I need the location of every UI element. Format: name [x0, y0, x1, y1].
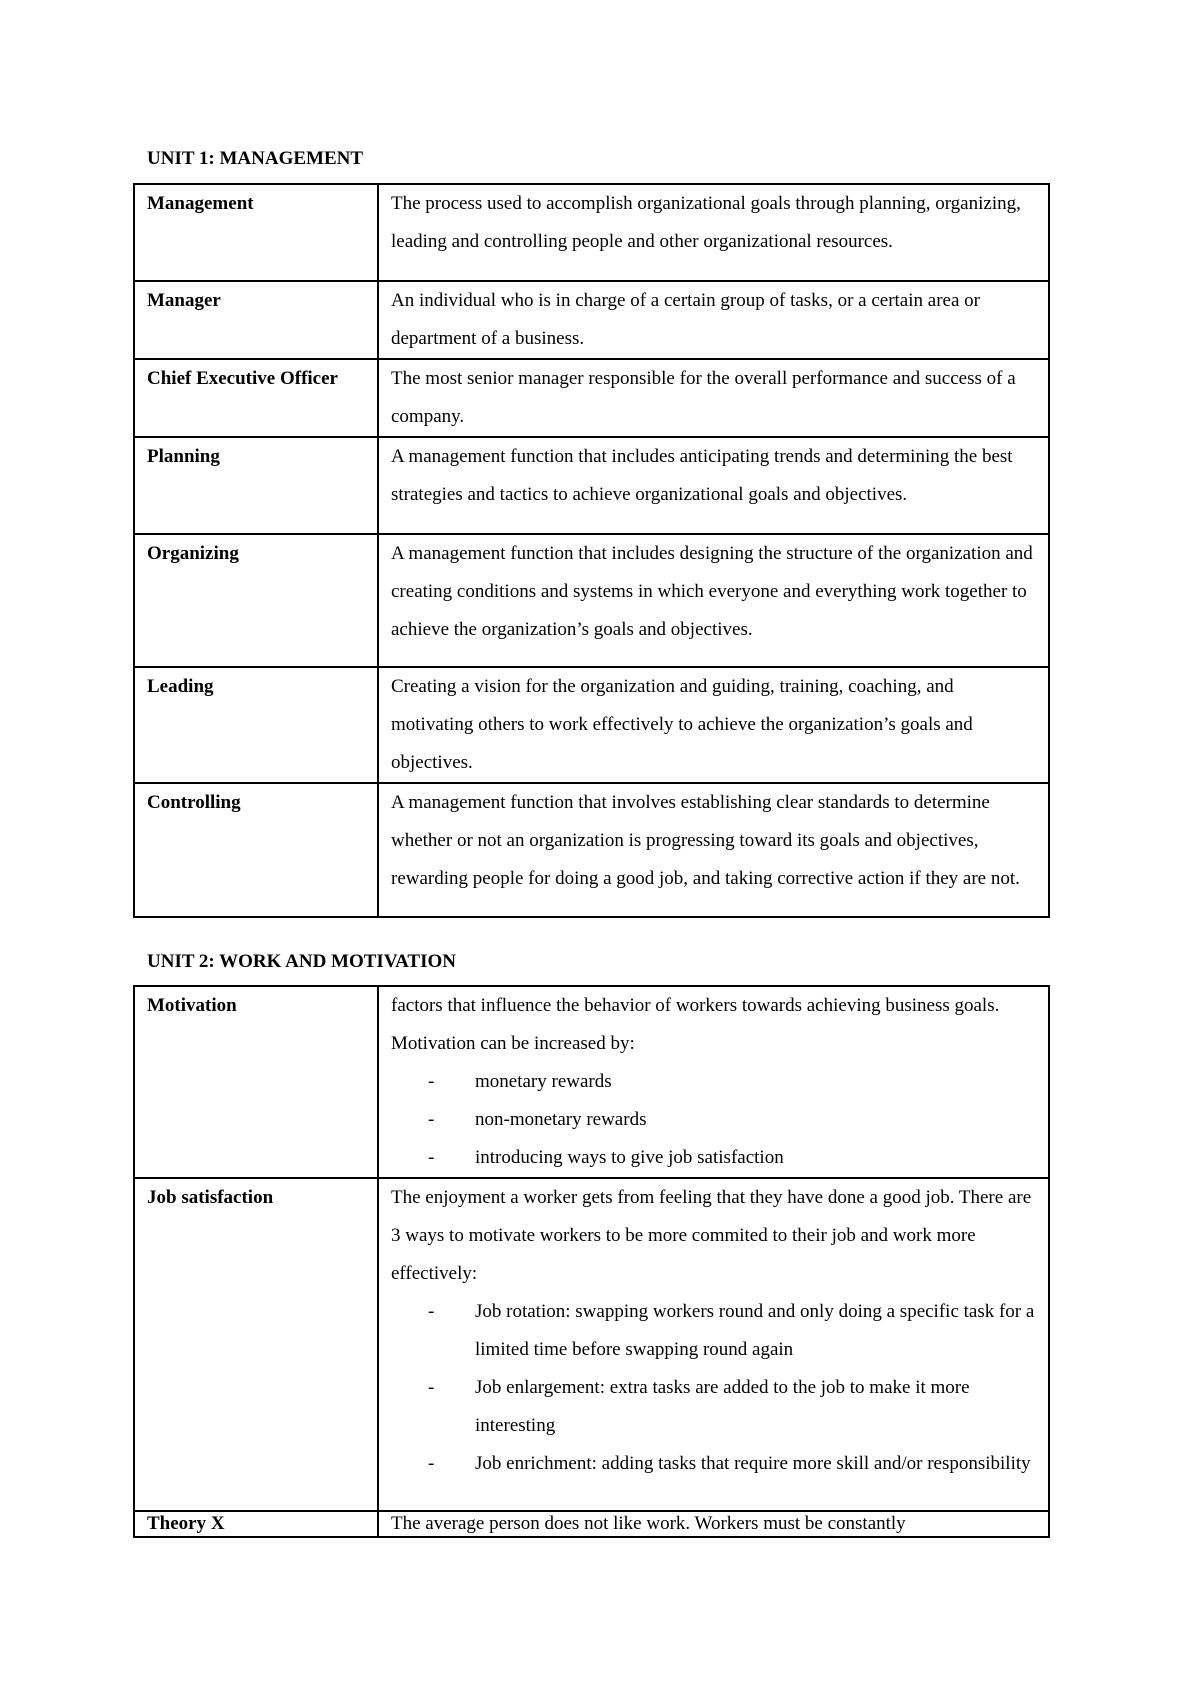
list-item-text: Job rotation: swapping workers round and only doing a specific task for a limited time before swapping round again — [475, 1301, 1035, 1360]
definition-cell — [378, 986, 1049, 1178]
term-cell: Manager — [134, 281, 378, 359]
list-item — [391, 1445, 1040, 1483]
definition-cell: Creating a vision for the organization and guiding, training, coaching, and motivating others to work effectively to achieve the organization’s goals and objectives. — [378, 667, 1049, 783]
dash-bullet: - — [428, 1377, 435, 1398]
term-cell: Theory X — [134, 1511, 378, 1537]
term-cell: Job satisfaction — [134, 1178, 378, 1511]
list-item-text: introducing ways to give job satisfaction — [475, 1147, 784, 1168]
list-item-text: non-monetary rewards — [475, 1109, 647, 1130]
term-cell: Chief Executive Officer — [134, 359, 378, 437]
unit-1-glossary-table — [133, 183, 1050, 918]
table-row — [134, 281, 1049, 359]
dash-bullet: - — [428, 1071, 435, 1092]
table-row — [134, 359, 1049, 437]
term-cell: Motivation — [134, 986, 378, 1178]
definition-cell: A management function that includes designing the structure of the organization and creating conditions and systems in which everyone and everything work together to achieve the organization’s goals and objectives. — [378, 534, 1049, 667]
definition-cell: A management function that involves establishing clear standards to determine whether or not an organization is progressing toward its goals and objectives, rewarding people for doing a good job, and taking corrective action if they are not. — [378, 783, 1049, 917]
definition-cell: The average person does not like work. Workers must be constantly — [378, 1511, 1049, 1537]
table-row — [134, 437, 1049, 534]
definition-cell: The most senior manager responsible for the overall performance and success of a company. — [378, 359, 1049, 437]
definition-intro: The enjoyment a worker gets from feeling that they have done a good job. There are 3 ways to motivate workers to be more commited to their job and work more effectively: — [391, 1187, 1032, 1284]
dash-bullet: - — [428, 1301, 435, 1322]
table-row — [134, 1178, 1049, 1511]
term-cell: Planning — [134, 437, 378, 534]
table-row — [134, 667, 1049, 783]
list-item — [391, 1101, 1040, 1139]
list-item-text: Job enrichment: adding tasks that require more skill and/or responsibility — [475, 1453, 1031, 1474]
list-item-text: monetary rewards — [475, 1071, 612, 1092]
list-item — [391, 1139, 1040, 1177]
definition-cell — [378, 1178, 1049, 1511]
table-row — [134, 184, 1049, 281]
definition-cell: The process used to accomplish organizational goals through planning, organizing, leading and controlling people and other organizational resources. — [378, 184, 1049, 281]
dash-bullet: - — [428, 1109, 435, 1130]
bullet-list — [391, 1293, 1040, 1483]
definition-intro: factors that influence the behavior of workers towards achieving business goals. Motivation can be increased by: — [391, 995, 1000, 1054]
unit-1-title: UNIT 1: MANAGEMENT — [147, 148, 364, 169]
definition-cell: An individual who is in charge of a certain group of tasks, or a certain area or department of a business. — [378, 281, 1049, 359]
table-row — [134, 534, 1049, 667]
definition-cell: A management function that includes anticipating trends and determining the best strategies and tactics to achieve organizational goals and objectives. — [378, 437, 1049, 534]
term-cell: Management — [134, 184, 378, 281]
term-cell: Controlling — [134, 783, 378, 917]
dash-bullet: - — [428, 1453, 435, 1474]
unit-2-title: UNIT 2: WORK AND MOTIVATION — [147, 951, 456, 972]
term-cell: Leading — [134, 667, 378, 783]
table-row — [134, 1511, 1049, 1537]
table-row — [134, 986, 1049, 1178]
dash-bullet: - — [428, 1147, 435, 1168]
unit-2-glossary-table — [133, 985, 1050, 1538]
bullet-list — [391, 1063, 1040, 1177]
table-row — [134, 783, 1049, 917]
list-item — [391, 1369, 1040, 1445]
list-item — [391, 1063, 1040, 1101]
term-cell: Organizing — [134, 534, 378, 667]
list-item — [391, 1293, 1040, 1369]
list-item-text: Job enlargement: extra tasks are added to the job to make it more interesting — [475, 1377, 970, 1436]
